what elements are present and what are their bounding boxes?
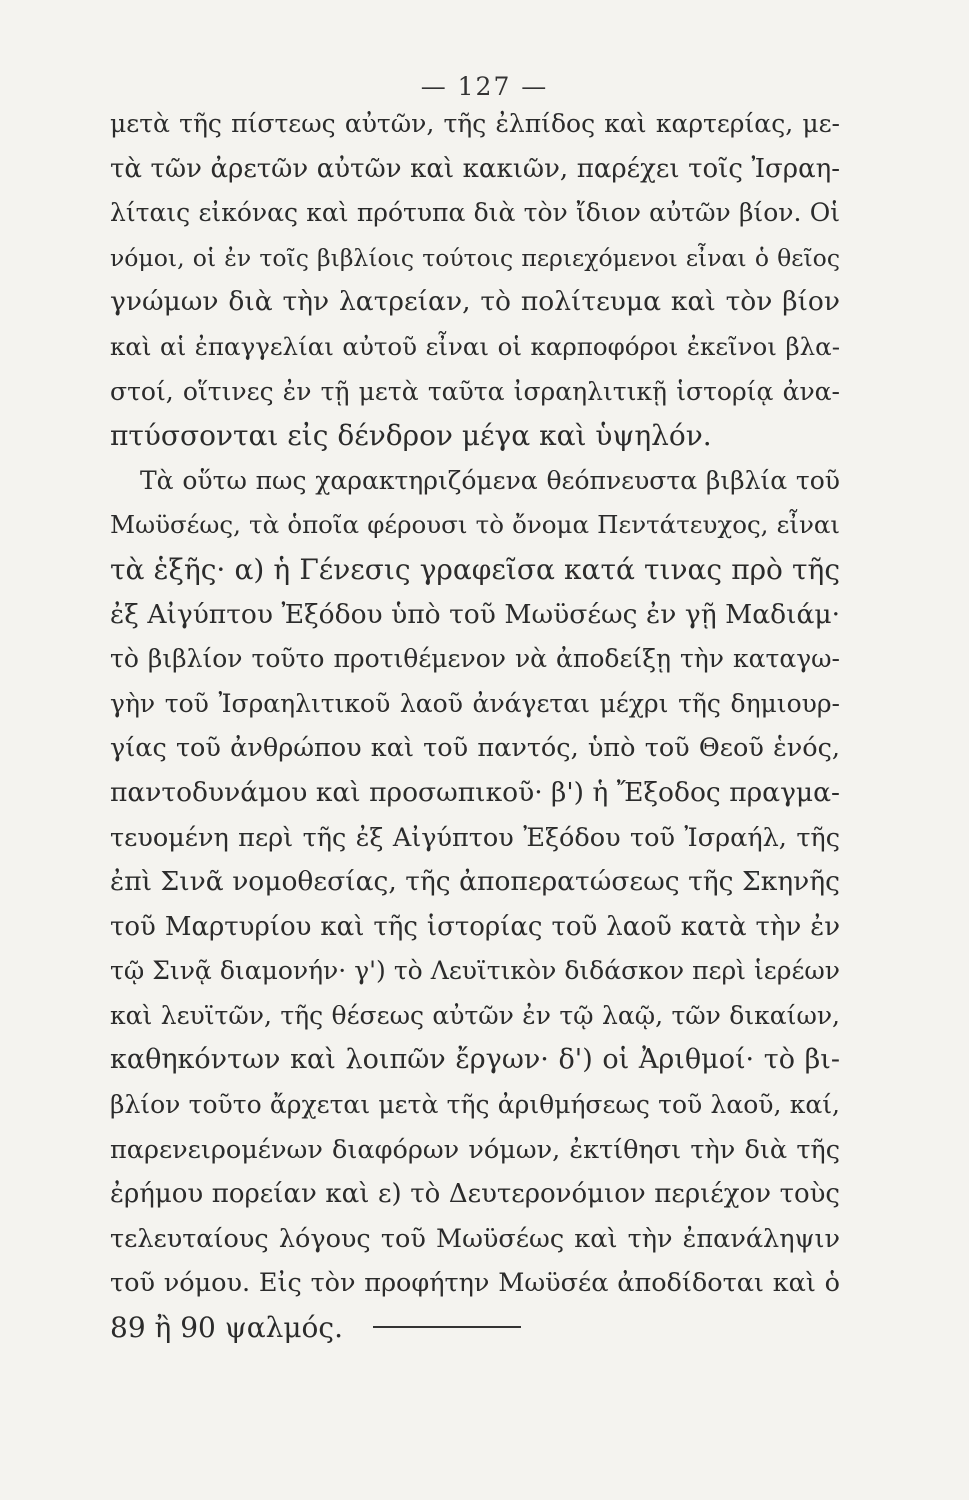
text-line: τὰ ἑξῆς· α) ἡ Γένεσις γραφεῖσα κατά τινας πρὸ τῆς <box>110 552 840 586</box>
text-line: τοῦ νόμου. Εἰς τὸν προφήτην Μωϋσέα ἀποδίδοται καὶ ὁ <box>110 1268 840 1299</box>
text-line: Τὰ οὕτω πως χαρακτηριζόμενα θεόπνευστα βιβλία τοῦ <box>140 465 840 495</box>
text-line: Μωϋσέως, τὰ ὁποῖα φέρουσι τὸ ὄνομα Πεντάτευχος, εἶναι <box>110 510 840 540</box>
text-line: γνώμων διὰ τὴν λατρείαν, τὸ πολίτευμα καὶ τὸν βίον <box>110 286 840 318</box>
text-line: ἐρήμου πορείαν καὶ ε) τὸ Δευτερονόμιον περιέχον τοὺς <box>110 1179 840 1210</box>
section-divider <box>373 1326 521 1328</box>
page-number: — 127 — <box>420 72 549 101</box>
text-line: στοί, οἵτινες ἐν τῇ μετὰ ταῦτα ἰσραηλιτικῇ ἱστορίᾳ ἀνα- <box>110 376 840 406</box>
text-line: τὸ βιβλίον τοῦτο προτιθέμενον νὰ ἀποδείξῃ τὴν καταγω- <box>110 644 840 674</box>
text-line: πτύσσονται εἰς δένδρον μέγα καὶ ὑψηλόν. <box>110 419 712 453</box>
text-line: 89 ἢ 90 ψαλμός. <box>110 1311 343 1345</box>
text-line: ἐξ Αἰγύπτου Ἐξόδου ὑπὸ τοῦ Μωϋσέως ἐν γῇ Μαδιάμ· <box>110 598 840 630</box>
text-line: καθηκόντων καὶ λοιπῶν ἔργων· δ') οἱ Ἀριθμοί· τὸ βι- <box>110 1044 840 1076</box>
text-line: τευομένη περὶ τῆς ἐξ Αἰγύπτου Ἐξόδου τοῦ Ἰσραήλ, τῆς <box>110 822 840 853</box>
text-line: γὴν τοῦ Ἰσραηλιτικοῦ λαοῦ ἀνάγεται μέχρι τῆς δημιουρ- <box>110 688 840 718</box>
text-line: νόμοι, οἱ ἐν τοῖς βιβλίοις τούτοις περιεχόμενοι εἶναι ὁ θεῖος <box>110 243 840 272</box>
text-line: τὰ τῶν ἀρετῶν αὐτῶν καὶ κακιῶν, παρέχει τοῖς Ἰσραη- <box>110 153 840 184</box>
text-line: καὶ αἱ ἐπαγγελίαι αὐτοῦ εἶναι οἱ καρποφόροι ἐκεῖνοι βλα- <box>110 331 840 361</box>
text-line: γίας τοῦ ἀνθρώπου καὶ τοῦ παντός, ὑπὸ τοῦ Θεοῦ ἑνός, <box>110 733 840 764</box>
text-line: παντοδυνάμου καὶ προσωπικοῦ· β') ἡ Ἔξοδος πραγμα- <box>110 776 840 808</box>
text-line: παρενειρομένων διαφόρων νόμων, ἐκτίθησι τὴν διὰ τῆς <box>110 1134 840 1165</box>
body-text <box>110 102 840 1351</box>
text-line: καὶ λευϊτῶν, τῆς θέσεως αὐτῶν ἐν τῷ λαῷ, τῶν δικαίων, <box>110 1000 840 1030</box>
text-line: τῷ Σινᾷ διαμονήν· γ') τὸ Λευϊτικὸν διδάσκον περὶ ἱερέων <box>110 956 840 986</box>
text-line: λίταις εἰκόνας καὶ πρότυπα διὰ τὸν ἴδιον αὐτῶν βίον. Οἱ <box>110 198 840 228</box>
text-line: τοῦ Μαρτυρίου καὶ τῆς ἱστορίας τοῦ λαοῦ κατὰ τὴν ἐν <box>110 911 840 942</box>
text-line: ἐπὶ Σινᾶ νομοθεσίας, τῆς ἀποπερατώσεως τῆς Σκηνῆς <box>110 866 840 898</box>
text-line: τελευταίους λόγους τοῦ Μωϋσέως καὶ τὴν ἐπανάληψιν <box>110 1223 840 1254</box>
text-line: μετὰ τῆς πίστεως αὐτῶν, τῆς ἐλπίδος καὶ καρτερίας, με- <box>110 109 840 138</box>
text-line: βλίον τοῦτο ἄρχεται μετὰ τῆς ἀριθμήσεως τοῦ λαοῦ, καί, <box>110 1090 840 1120</box>
